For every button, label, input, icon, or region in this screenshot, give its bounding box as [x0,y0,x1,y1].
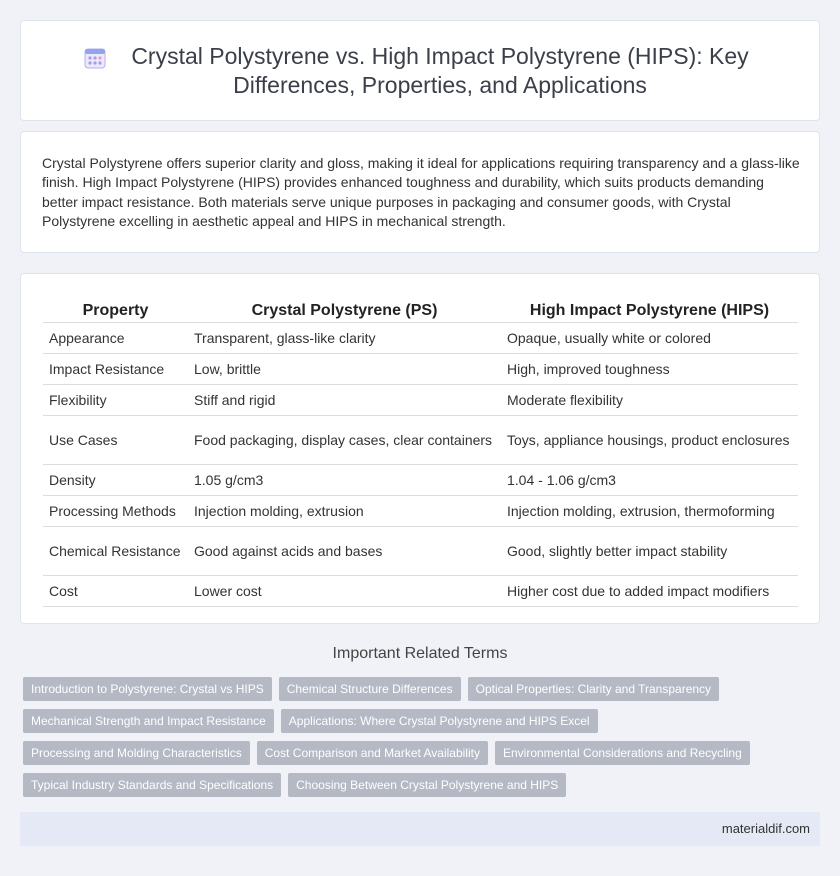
table-row [43,384,798,415]
cell-hips: High, improved toughness [501,353,798,384]
cell-crystal-ps: Injection molding, extrusion [188,495,501,526]
related-term-tag[interactable]: Processing and Molding Characteristics [23,741,250,765]
cell-property: Flexibility [43,384,188,415]
table-row [43,464,798,495]
related-term-tag[interactable]: Applications: Where Crystal Polystyrene and HIPS Excel [281,709,598,733]
comparison-card [20,273,820,624]
table-row [43,575,798,606]
table-header-row [43,296,798,322]
cell-property: Impact Resistance [43,353,188,384]
comparison-table [43,296,798,607]
title-card [20,20,820,121]
related-term-tag[interactable]: Optical Properties: Clarity and Transparency [468,677,719,701]
table-row [43,526,798,575]
header-hips: High Impact Polystyrene (HIPS) [501,296,798,322]
cell-crystal-ps: Low, brittle [188,353,501,384]
cell-crystal-ps: Stiff and rigid [188,384,501,415]
cell-property: Appearance [43,322,188,353]
cell-property: Processing Methods [43,495,188,526]
cell-hips: Moderate flexibility [501,384,798,415]
related-term-tag[interactable]: Typical Industry Standards and Specifications [23,773,281,797]
cell-property: Cost [43,575,188,606]
cell-property: Use Cases [43,415,188,464]
header-property: Property [43,296,188,322]
footer-site-link[interactable]: materialdif.com [721,821,810,836]
header-crystal-ps: Crystal Polystyrene (PS) [188,296,501,322]
related-terms-list [23,677,813,805]
related-term-tag[interactable]: Environmental Considerations and Recycling [495,741,750,765]
footer [20,812,820,846]
related-term-tag[interactable]: Introduction to Polystyrene: Crystal vs HIPS [23,677,272,701]
related-term-tag[interactable]: Chemical Structure Differences [279,677,461,701]
intro-card [20,131,820,253]
cell-crystal-ps: Good against acids and bases [188,526,501,575]
cell-property: Chemical Resistance [43,526,188,575]
cell-crystal-ps: 1.05 g/cm3 [188,464,501,495]
cell-crystal-ps: Food packaging, display cases, clear containers [188,415,501,464]
table-row [43,415,798,464]
related-term-tag[interactable]: Cost Comparison and Market Availability [257,741,488,765]
related-term-tag[interactable]: Mechanical Strength and Impact Resistance [23,709,274,733]
cell-hips: Injection molding, extrusion, thermoforming [501,495,798,526]
related-term-tag[interactable]: Choosing Between Crystal Polystyrene and HIPS [288,773,566,797]
table-row [43,353,798,384]
table-row [43,495,798,526]
related-terms-heading: Important Related Terms [332,645,508,662]
cell-hips: 1.04 - 1.06 g/cm3 [501,464,798,495]
page-title: Crystal Polystyrene vs. High Impact Polystyrene (HIPS): Key Differences, Properties, and Applications [131,42,749,98]
table-row [43,322,798,353]
cell-hips: Toys, appliance housings, product enclosures [501,415,798,464]
cell-hips: Good, slightly better impact stability [501,526,798,575]
cell-crystal-ps: Transparent, glass-like clarity [188,322,501,353]
intro-paragraph: Crystal Polystyrene offers superior clarity and gloss, making it ideal for applications requiring transparency and a glass-like finish. High Impact Polystyrene (HIPS) provides enhanced toughness and durability, which suits products demanding better impact resistance. Both materials serve unique purposes in packaging and consumer goods, with Crystal Polystyrene excelling in aesthetic appeal and HIPS in mechanical strength. [42,155,800,229]
cell-hips: Higher cost due to added impact modifiers [501,575,798,606]
cell-crystal-ps: Lower cost [188,575,501,606]
cell-hips: Opaque, usually white or colored [501,322,798,353]
cell-property: Density [43,464,188,495]
